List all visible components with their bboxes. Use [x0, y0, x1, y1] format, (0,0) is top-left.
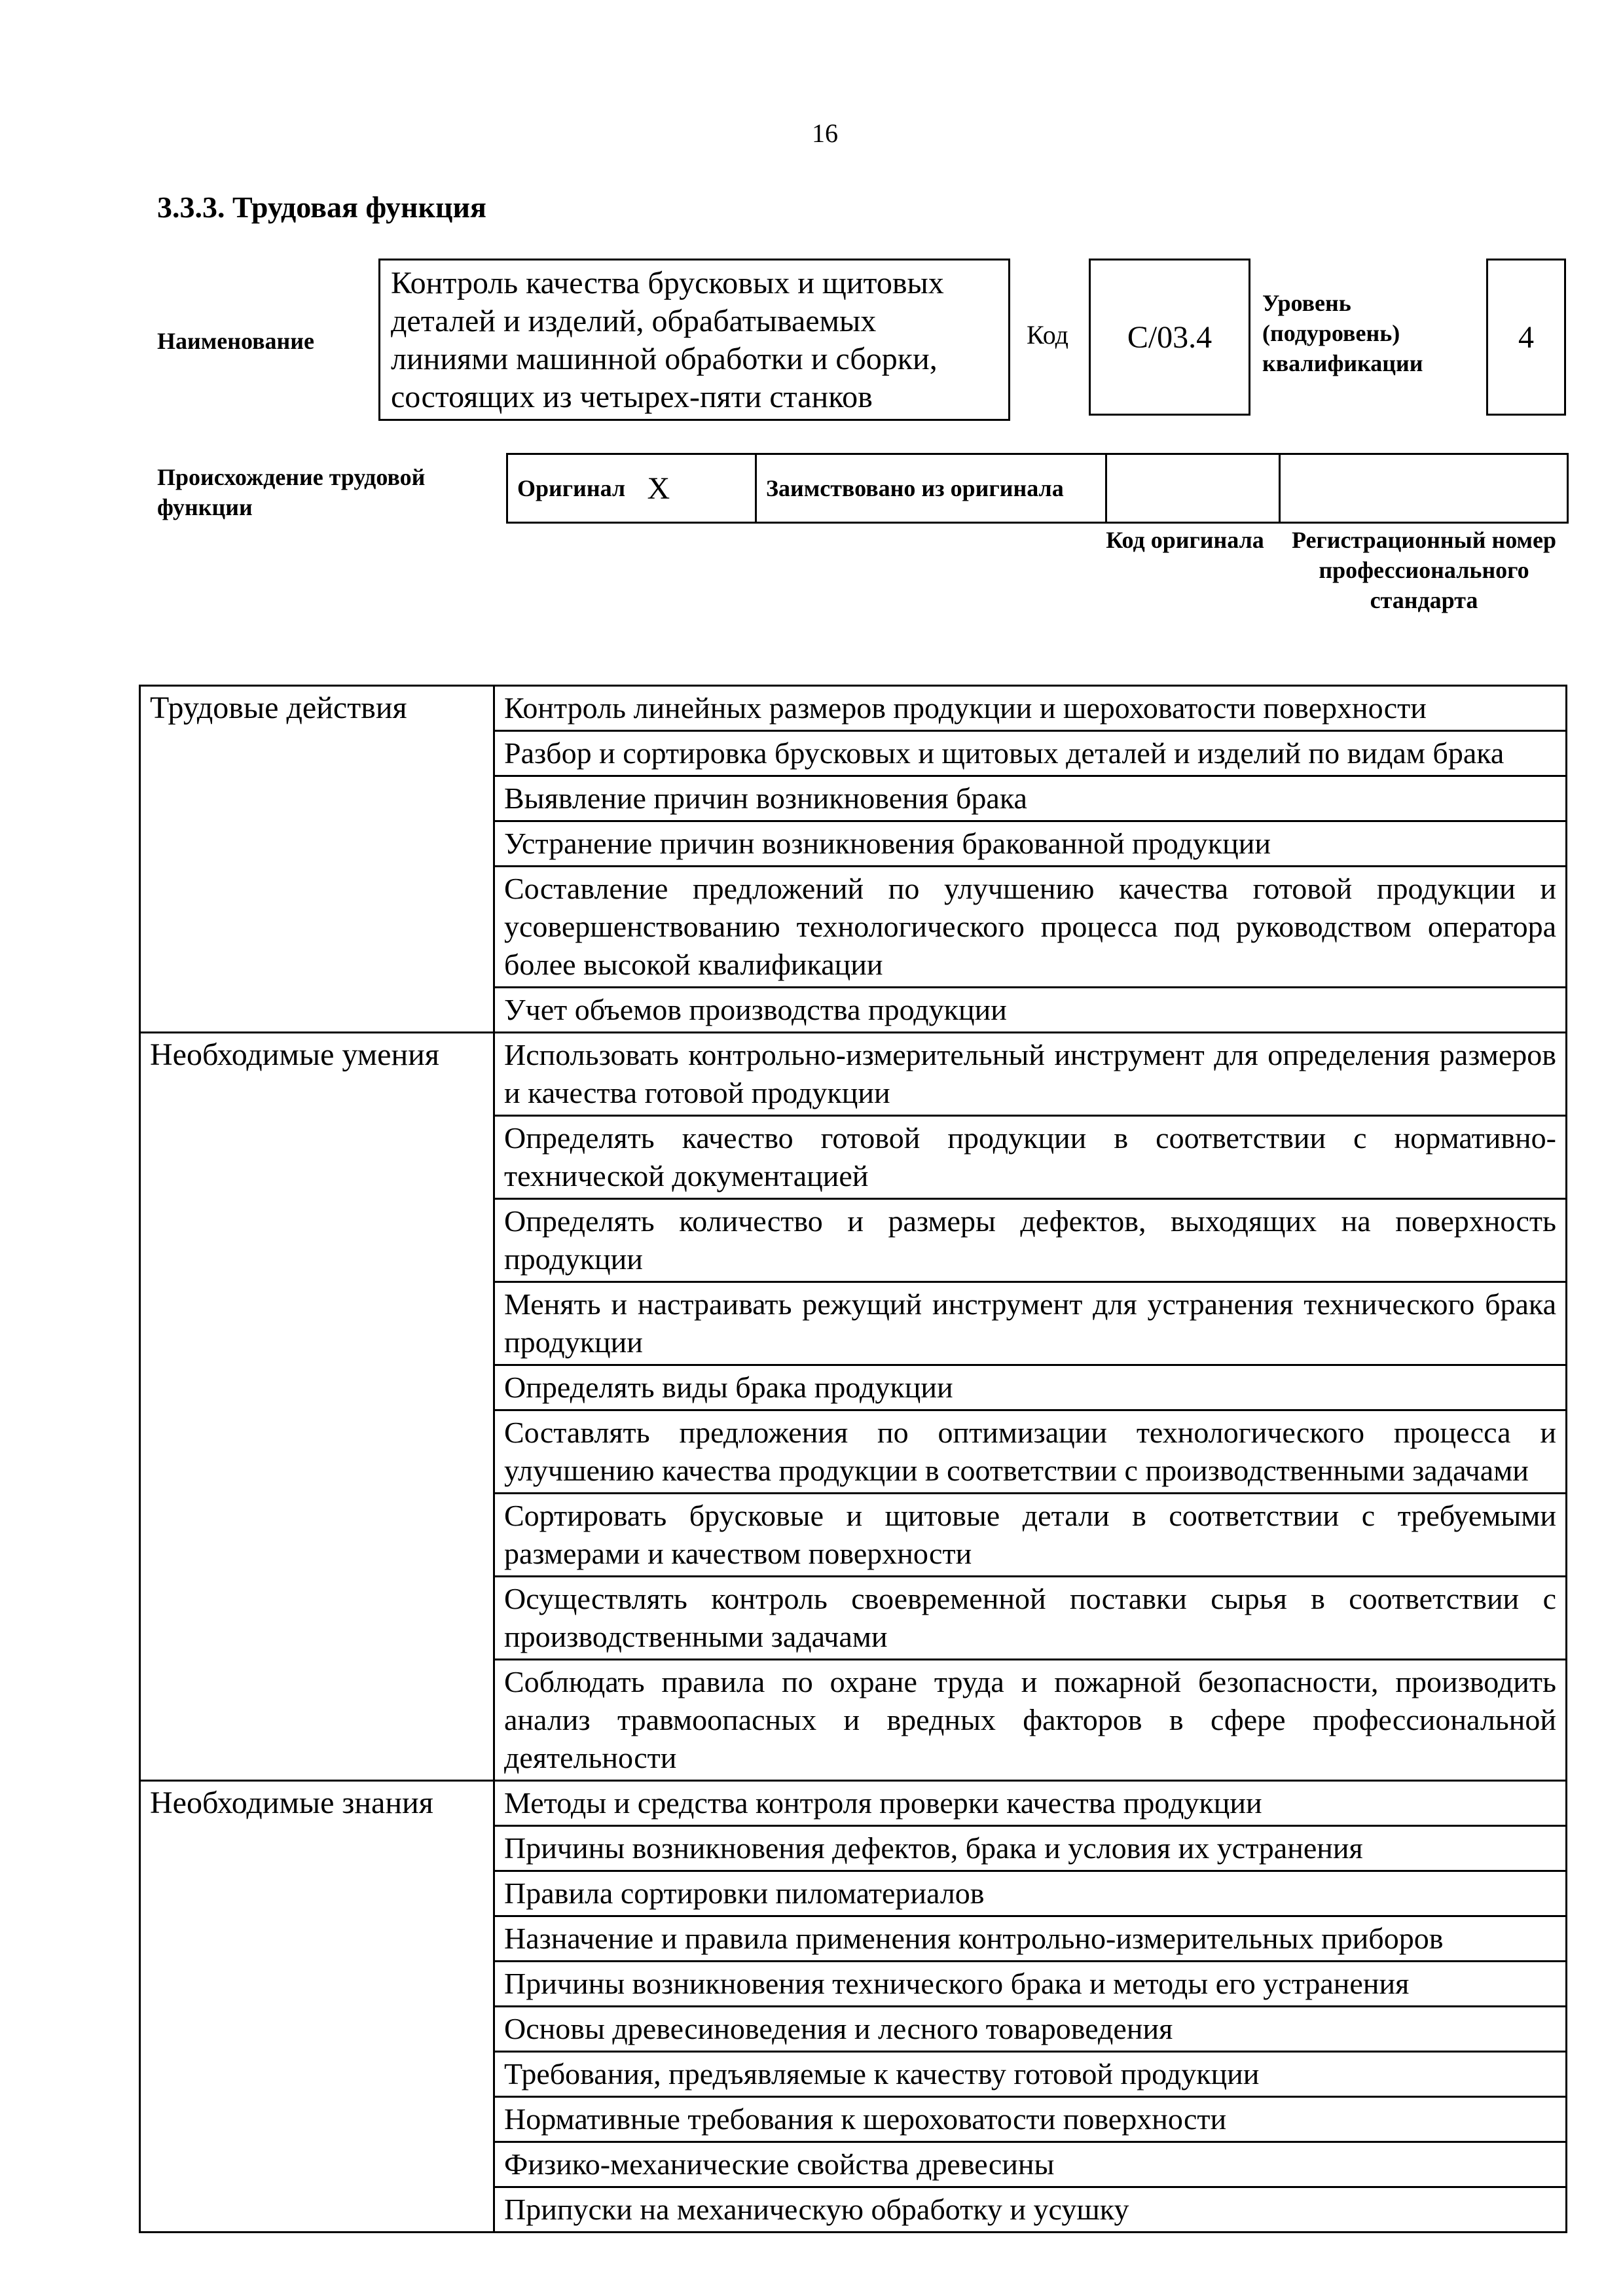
section-item: Определять виды брака продукции [494, 1365, 1567, 1410]
original-code-caption: Код оригинала [1106, 527, 1264, 553]
original-mark: X [638, 454, 756, 523]
section-item: Определять качество готовой продукции в соответствии с нормативно-технической документацией [494, 1116, 1567, 1199]
section-item: Правила сортировки пиломатериалов [494, 1871, 1567, 1916]
section-item: Разбор и сортировка брусковых и щитовых деталей и изделий по видам брака [494, 731, 1567, 776]
section-item: Учет объемов производства продукции [494, 988, 1567, 1033]
borrowed-label: Заимствовано из оригинала [756, 454, 1106, 523]
registration-number-caption: Регистрационный номер профессионального стандарта [1291, 527, 1557, 613]
section-item: Осуществлять контроль своевременной поставки сырья в соответствии с производственными задачами [494, 1577, 1567, 1660]
section-item: Физико-механические свойства древесины [494, 2142, 1567, 2187]
origin-label: Происхождение трудовой функции [157, 464, 426, 520]
section-item: Припуски на механическую обработку и усушку [494, 2187, 1567, 2233]
code-label: Код [1027, 320, 1068, 350]
section-item: Назначение и правила применения контрольно-измерительных приборов [494, 1916, 1567, 1962]
function-name-box: Контроль качества брусковых и щитовых деталей и изделий, обрабатываемых линиями машинной обработки и сборки, состоящих из четырех-пяти станков [378, 259, 1010, 421]
registration-number-cell [1280, 454, 1568, 523]
section-item: Методы и средства контроля проверки качества продукции [494, 1781, 1567, 1826]
section-item: Выявление причин возникновения брака [494, 776, 1567, 821]
section-item: Основы древесиноведения и лесного товароведения [494, 2007, 1567, 2052]
labor-function-table [139, 685, 1567, 2233]
section-item: Устранение причин возникновения бракованной продукции [494, 821, 1567, 867]
section-item: Менять и настраивать режущий инструмент для устранения технического брака продукции [494, 1282, 1567, 1365]
section-item: Требования, предъявляемые к качеству готовой продукции [494, 2052, 1567, 2097]
section-item: Причины возникновения дефектов, брака и условия их устранения [494, 1826, 1567, 1871]
code-box: C/03.4 [1089, 259, 1250, 416]
qualification-level-label: Уровень (подуровень) квалификации [1262, 290, 1423, 376]
original-label: Оригинал [507, 454, 638, 523]
table-row [140, 1033, 1567, 1116]
section-item: Сортировать брусковые и щитовые детали в соответствии с требуемыми размерами и качеством поверхности [494, 1494, 1567, 1577]
section-title: 3.3.3. Трудовая функция [157, 190, 486, 224]
section-item: Нормативные требования к шероховатости поверхности [494, 2097, 1567, 2142]
section-category-label: Необходимые умения [140, 1033, 494, 1781]
table-row [140, 686, 1567, 731]
name-label: Наименование [157, 328, 314, 354]
section-item: Причины возникновения технического брака и методы его устранения [494, 1962, 1567, 2007]
section-category-label: Трудовые действия [140, 686, 494, 1033]
qualification-level-box: 4 [1486, 259, 1566, 416]
original-code-cell [1106, 454, 1280, 523]
section-item: Определять количество и размеры дефектов, выходящих на поверхность продукции [494, 1199, 1567, 1282]
page-number: 16 [812, 118, 838, 148]
section-item: Контроль линейных размеров продукции и шероховатости поверхности [494, 686, 1567, 731]
section-item: Соблюдать правила по охране труда и пожарной безопасности, производить анализ травмоопасных и вредных факторов в сфере профессиональной деятельности [494, 1660, 1567, 1781]
origin-table [506, 453, 1569, 524]
table-row [140, 1781, 1567, 1826]
section-item: Составление предложений по улучшению качества готовой продукции и усовершенствованию технологического процесса под руководством оператора более высокой квалификации [494, 867, 1567, 988]
section-item: Составлять предложения по оптимизации технологического процесса и улучшению качества продукции в соответствии с производственными задачами [494, 1410, 1567, 1494]
section-category-label: Необходимые знания [140, 1781, 494, 2233]
section-item: Использовать контрольно-измерительный инструмент для определения размеров и качества готовой продукции [494, 1033, 1567, 1116]
